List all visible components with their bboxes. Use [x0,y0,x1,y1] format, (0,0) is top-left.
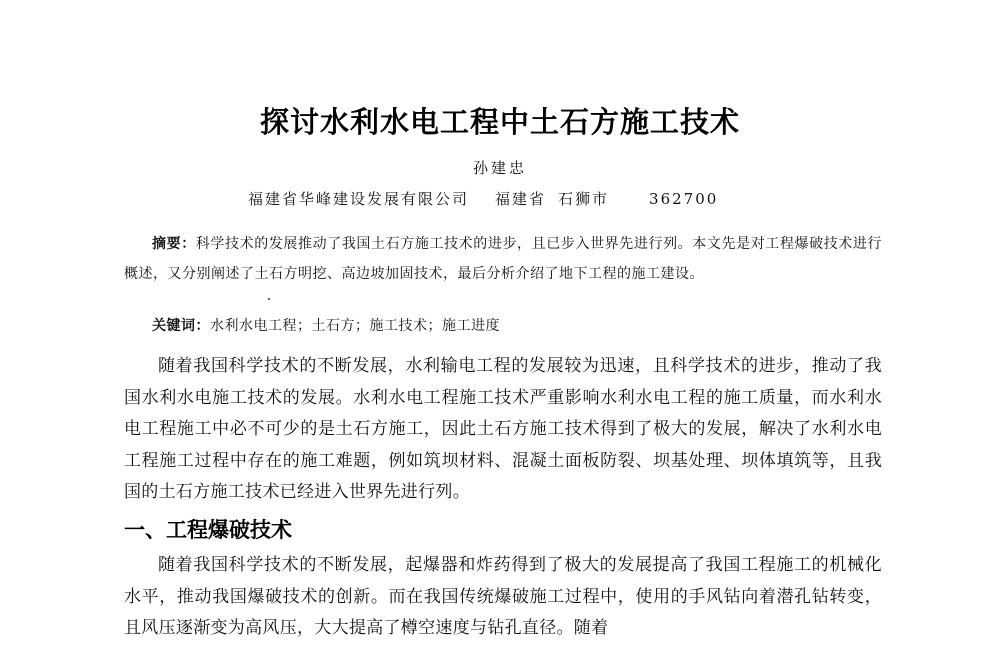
affiliation-city: 石狮市 [558,190,610,208]
scan-speck [268,298,270,300]
section-paragraph: 随着我国科学技术的不断发展，起爆器和炸药得到了极大的发展提高了我国工程施工的机械化水平，推动我国爆破技术的创新。而在我国传统爆破施工过程中，使用的手风钻向着潜孔钻转变，且风压逐渐变为高风压，大大提高了樽空速度与钻孔直径。随着 [124,555,882,638]
paper-title: 探讨水利水电工程中土石方施工技术 [259,105,740,139]
affiliation-postcode: 362700 [649,190,719,208]
abstract [124,229,882,289]
keywords-text: 水利水电工程；土石方；施工技术；施工进度 [210,318,500,334]
abstract-text: 科学技术的发展推动了我国土石方施工技术的进步，且已步入世界先进行列。本文先是对工程爆破技术进行概述，又分别阐述了土石方明挖、高边坡加固技术，最后分析介绍了地下工程的施工建设。 [124,236,883,282]
author-name: 孙建忠 [472,159,527,177]
affiliation-organization: 福建省华峰建设发展有限公司 [248,190,470,208]
author-affiliation [248,188,808,209]
keywords-label: 关键词： [152,318,210,334]
affiliation-province: 福建省 [495,190,547,208]
section-heading: 一、工程爆破技术 [124,518,292,542]
keywords [152,314,852,338]
intro-paragraph: 随着我国科学技术的不断发展，水利输电工程的发展较为迅速，且科学技术的进步，推动了我国水利水电施工技术的发展。水利水电工程施工技术严重影响水利水电工程的施工质量，而水利水电工程施工中必不可少的是土石方施工，因此土石方施工技术得到了极大的发展，解决了水利水电工程施工过程中存在的施工难题，例如筑坝材料、混凝土面板防裂、坝基处理、坝体填筑等，且我国的土石方施工技术已经进入世界先进行列。 [124,356,882,502]
abstract-label: 摘要： [152,236,196,252]
